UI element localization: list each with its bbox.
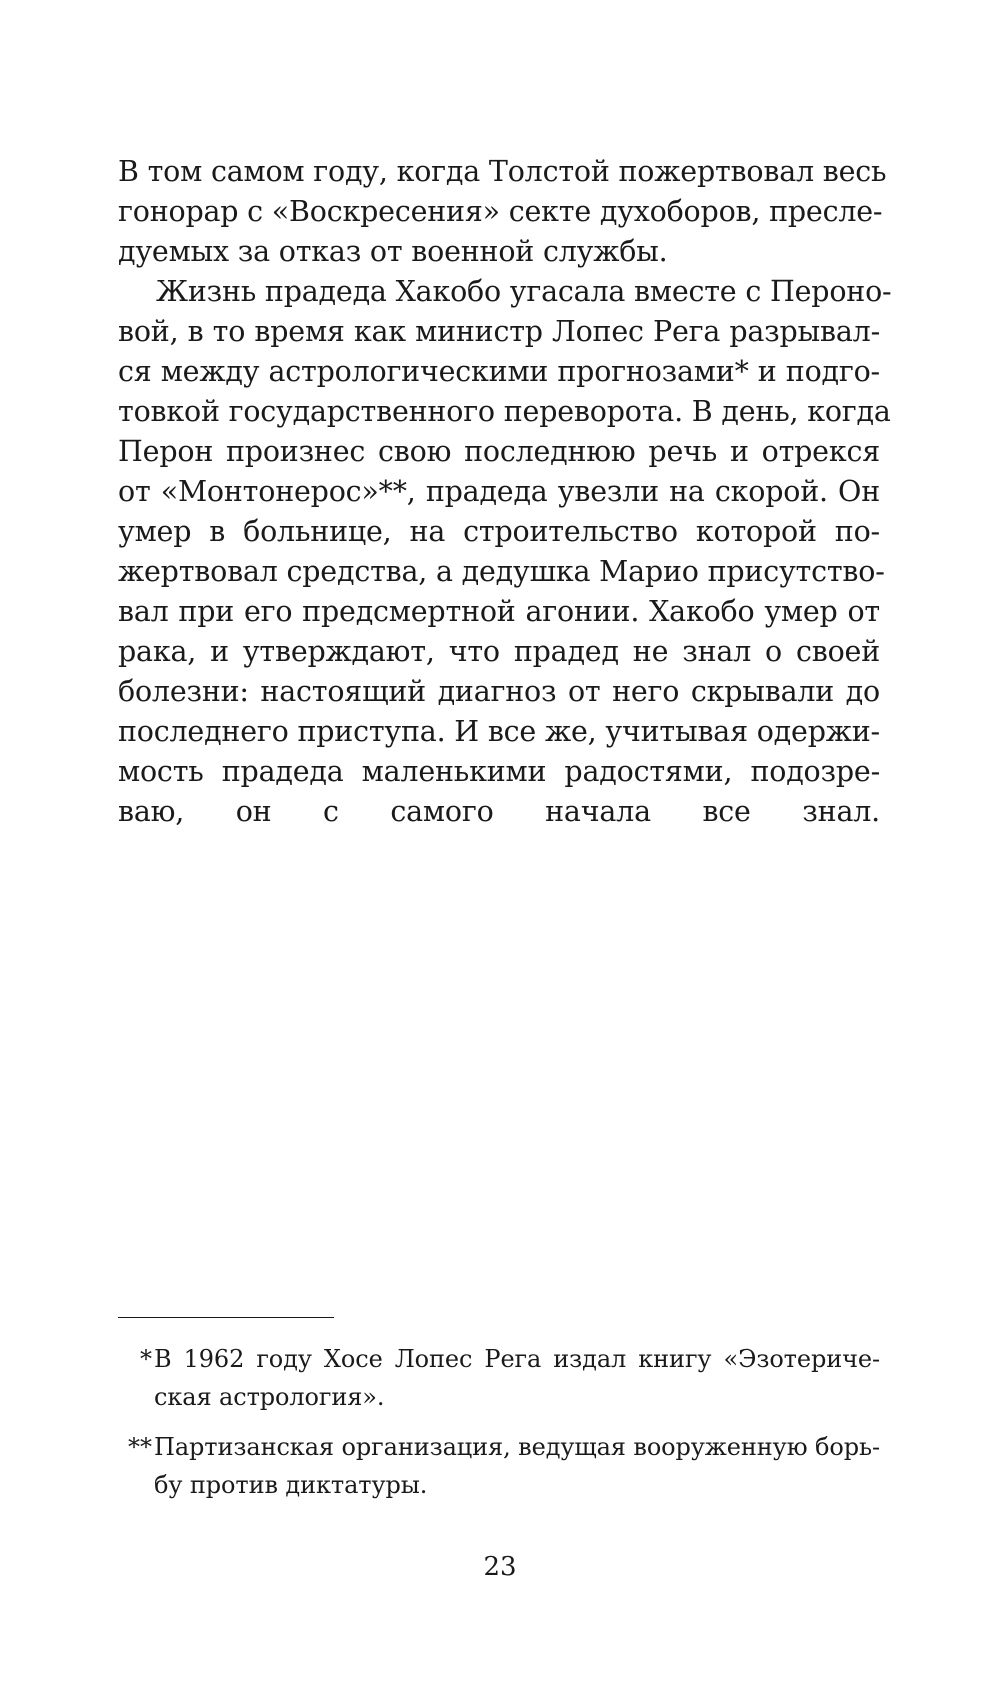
footnote-2 xyxy=(118,1428,880,1504)
text-line: рака, и утверждают, что прадед не знал о своей xyxy=(118,635,880,668)
text-line: товкой государственного переворота. В день, когда xyxy=(118,395,891,428)
footnote-1 xyxy=(118,1340,880,1416)
text-line: ся между астрологическими прогнозами* и подго- xyxy=(118,355,880,388)
text-line xyxy=(118,832,880,872)
text-line: вал при его предсмертной агонии. Хакобо умер от xyxy=(118,595,880,628)
text-line: умер в больнице, на строительство которой по- xyxy=(118,515,880,548)
text-line: ваю, он с самого начала все знал. xyxy=(118,795,880,828)
text-line: Жизнь прадеда Хакобо угасала вместе с Пероно- xyxy=(156,275,892,308)
text-line: вой, в то время как министр Лопес Рега разрывал- xyxy=(118,315,880,348)
text-line: дуемых за отказ от военной службы. xyxy=(118,235,668,268)
paragraph-1 xyxy=(118,152,887,272)
text-line: последнего приступа. И все же, учитывая одержи- xyxy=(118,715,880,748)
footnote-marker: * xyxy=(140,1345,152,1373)
footnote-separator xyxy=(118,1317,334,1318)
text-line: жертвовал средства, а дедушка Марио присутство- xyxy=(118,555,885,588)
footnotes xyxy=(118,1340,880,1504)
text-line: болезни: настоящий диагноз от него скрывали до xyxy=(118,675,880,708)
text-line: Перон произнес свою последнюю речь и отрекся xyxy=(118,435,880,468)
text-line: гонорар с «Воскресения» секте духоборов, пресле- xyxy=(118,195,883,228)
footnote-line: бу против диктатуры. xyxy=(154,1471,428,1499)
footnote-marker: ** xyxy=(128,1433,152,1461)
paragraph-2 xyxy=(118,272,892,872)
text-line: В том самом году, когда Толстой пожертвовал весь xyxy=(118,155,887,188)
footnote-line: ская астрология». xyxy=(154,1383,385,1411)
footnote-line: Партизанская организация, ведущая вооруженную борь- xyxy=(154,1433,880,1461)
main-text xyxy=(118,152,892,872)
text-line: мость прадеда маленькими радостями, подозре- xyxy=(118,755,880,788)
text-line: от «Монтонерос»**, прадеда увезли на скорой. Он xyxy=(118,475,880,508)
page-number: 23 xyxy=(483,1552,517,1582)
footnote-line: В 1962 году Хосе Лопес Рега издал книгу «Эзотериче- xyxy=(154,1345,880,1373)
